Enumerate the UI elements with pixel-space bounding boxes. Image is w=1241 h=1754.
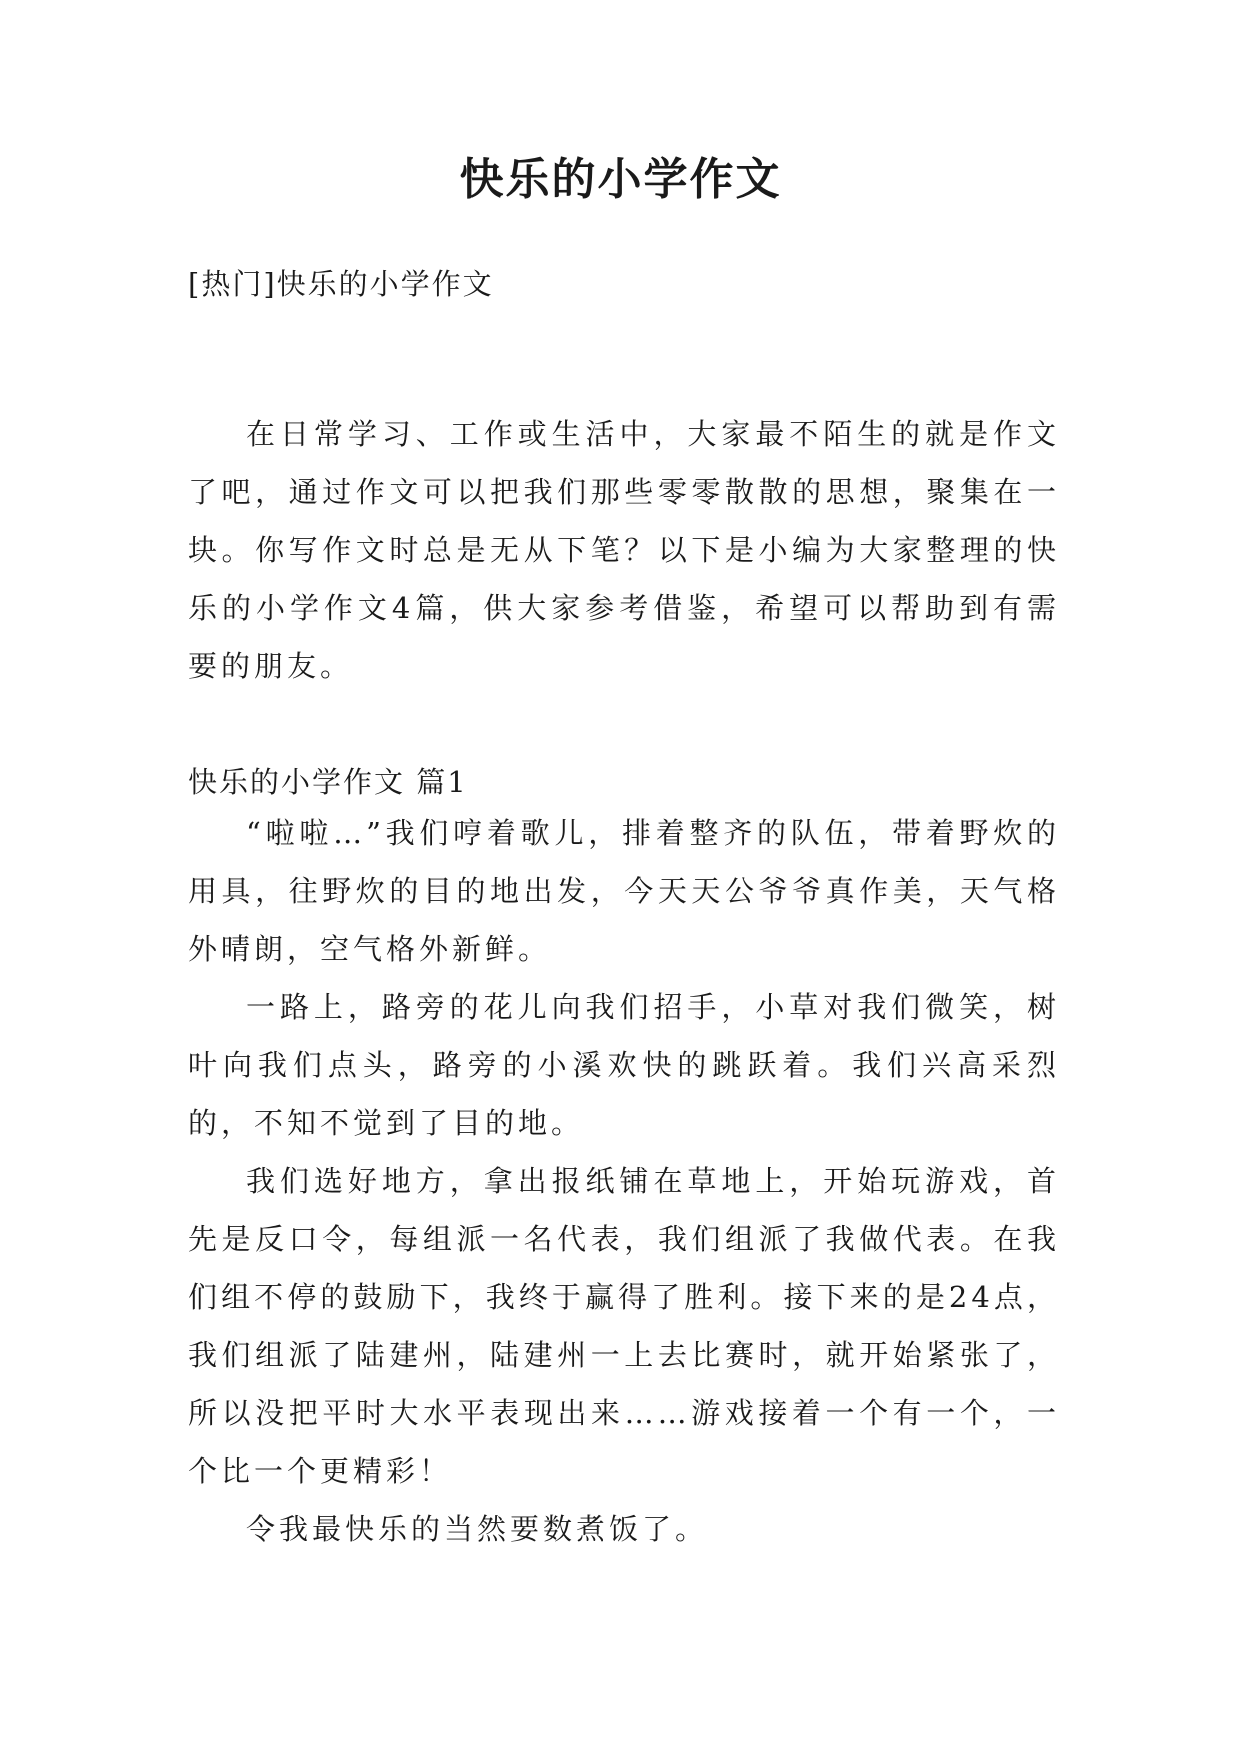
essay-paragraph-3: 我们选好地方，拿出报纸铺在草地上，开始玩游戏，首先是反口令，每组派一名代表，我们组派了我做代表。在我们组不停的鼓励下，我终于赢得了胜利。接下来的是24点，我们组派了陆建州，陆建州一上去比赛时，就开始紧张了，所以没把平时大水平表现出来……游戏接着一个有一个，一个比一个更精彩！: [188, 1164, 1060, 1488]
essay-paragraph-4: 令我最快乐的当然要数煮饭了。: [246, 1512, 709, 1546]
document-subtitle: [热门]快乐的小学作文: [188, 267, 494, 301]
intro-block: [188, 405, 1060, 695]
section-heading: 快乐的小学作文 篇1: [188, 765, 468, 799]
essay-paragraph-1: “啦啦…”我们哼着歌儿，排着整齐的队伍，带着野炊的用具，往野炊的目的地出发，今天天公爷爷真作美，天气格外晴朗，空气格外新鲜。: [188, 816, 1060, 966]
essay-body: [188, 804, 1060, 1558]
document-title: 快乐的小学作文: [459, 154, 782, 205]
intro-paragraph: 在日常学习、工作或生活中，大家最不陌生的就是作文了吧，通过作文可以把我们那些零零散散的思想，聚集在一块。你写作文时总是无从下笔？以下是小编为大家整理的快乐的小学作文4篇，供大家参考借鉴，希望可以帮助到有需要的朋友。: [188, 417, 1060, 683]
essay-paragraph-2: 一路上，路旁的花儿向我们招手，小草对我们微笑，树叶向我们点头，路旁的小溪欢快的跳跃着。我们兴高采烈的，不知不觉到了目的地。: [188, 990, 1060, 1140]
